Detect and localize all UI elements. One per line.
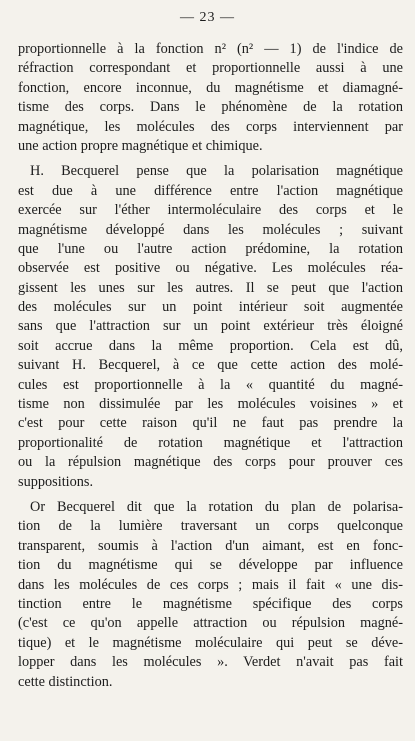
text-line: transparent, soumis à l'action d'un aimant, est en fonc- bbox=[18, 537, 403, 554]
text-line: gissent les unes sur les autres. Il se peut que l'action bbox=[18, 279, 403, 296]
paragraph bbox=[18, 162, 403, 492]
text-line: tisme non dissimulée par les molécules voisines » et bbox=[18, 396, 403, 413]
paragraph bbox=[18, 40, 403, 156]
paragraph bbox=[18, 498, 403, 692]
text-line: ou la répulsion magnétique des corps pour prouver ces bbox=[18, 454, 403, 471]
text-line: tion du magnétisme qui se développe par influence bbox=[18, 557, 403, 574]
text-line: suivant H. Becquerel, à ce que cette action des molé- bbox=[18, 357, 403, 374]
text-line: sans que l'attraction sur un point extérieur très éloigné bbox=[18, 318, 403, 335]
text-line: réfraction correspondant et proportionnelle aussi à une bbox=[18, 60, 403, 77]
page-number: — 23 — bbox=[180, 10, 235, 25]
text-line: tion de la lumière traversant un corps quelconque bbox=[18, 518, 403, 535]
text-line: H. Becquerel pense que la polarisation magnétique bbox=[30, 163, 403, 180]
text-line: que l'une ou l'autre action prédomine, la rotation bbox=[18, 240, 403, 257]
text-line: des molécules sur un point intérieur soit augmentée bbox=[18, 299, 403, 316]
text-line: suppositions. bbox=[18, 473, 94, 490]
text-line: magnétique, les molécules des corps interviennent par bbox=[18, 118, 403, 135]
text-line: soit accrue dans la même proportion. Cela est dû, bbox=[18, 337, 403, 354]
text-line: (c'est ce qu'on appelle attraction ou répulsion magné- bbox=[18, 615, 403, 632]
text-line: tisme des corps. Dans le phénomène de la rotation bbox=[18, 99, 403, 116]
body-text bbox=[18, 40, 403, 692]
text-line: dans les molécules de ces corps ; mais il fait « une dis- bbox=[18, 576, 403, 593]
text-line: tique) et le magnétisme moléculaire qui peut se déve- bbox=[18, 634, 403, 651]
text-line: cules est proportionnelle à la « quantité du magné- bbox=[18, 376, 403, 393]
text-line: une action propre magnétique et chimique. bbox=[18, 137, 263, 154]
text-line: proportionnelle à la fonction n² (n² — 1) de l'indice de bbox=[18, 41, 403, 57]
text-line: c'est pour cette raison qu'il ne faut pas prendre la bbox=[18, 415, 403, 432]
text-line: lopper dans les molécules ». Verdet n'avait pas fait bbox=[18, 654, 403, 671]
text-line: exercée sur l'éther intermoléculaire des corps et le bbox=[18, 202, 403, 219]
text-line: cette distinction. bbox=[18, 673, 113, 690]
text-line: Or Becquerel dit que la rotation du plan de polarisa- bbox=[30, 498, 403, 515]
text-line: fonction, encore inconnue, du magnétisme et diamagné- bbox=[18, 79, 403, 96]
text-line: observée est positive ou négative. Les molécules réa- bbox=[18, 260, 403, 277]
text-line: tinction entre le magnétisme spécifique des corps bbox=[18, 595, 403, 612]
text-line: est due à une différence entre l'action magnétique bbox=[18, 182, 403, 199]
text-line: proportionalité de rotation magnétique et l'attraction bbox=[18, 434, 403, 451]
text-line: magnétisme développé dans les molécules ; suivant bbox=[18, 221, 403, 238]
